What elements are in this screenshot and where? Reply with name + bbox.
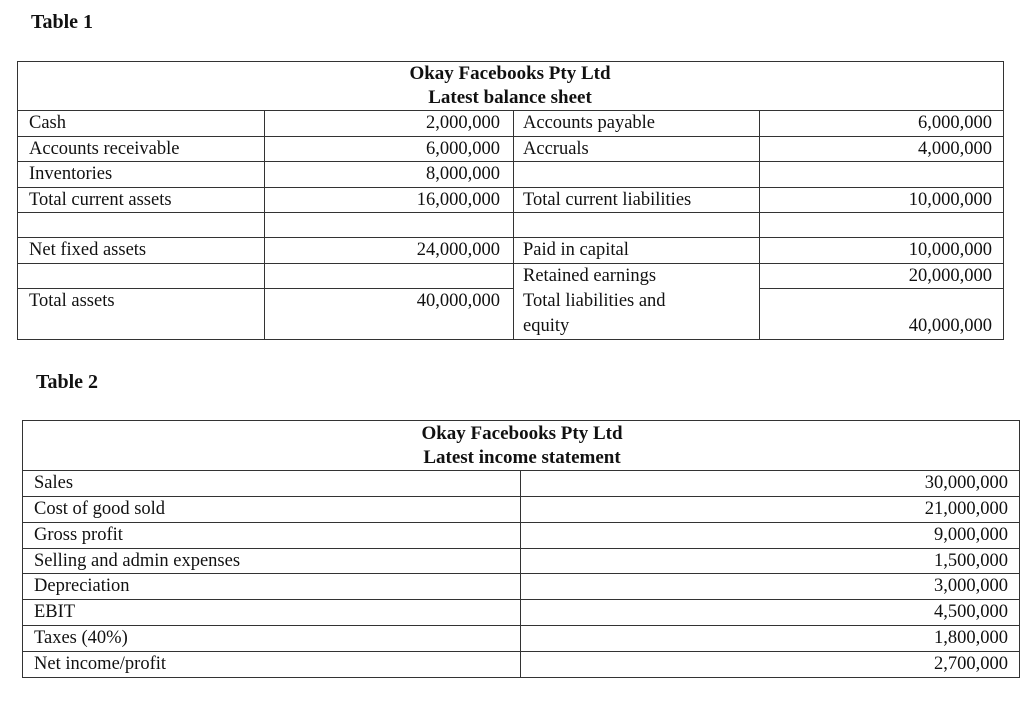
asset-label: Accounts receivable: [29, 139, 180, 159]
table1-border-right: [1003, 61, 1004, 340]
liability-value: 20,000,000: [908, 266, 992, 286]
liability-label: Accounts payable: [523, 113, 656, 133]
liability-value: 6,000,000: [918, 113, 992, 133]
income-value: 30,000,000: [924, 473, 1008, 493]
income-value: 9,000,000: [934, 525, 1008, 545]
income-label: Cost of good sold: [34, 499, 166, 519]
asset-value: 2,000,000: [426, 113, 500, 133]
asset-value: 16,000,000: [416, 190, 500, 210]
t1-row-line: [759, 288, 1004, 289]
t1-col-line: [264, 110, 265, 340]
asset-value: 6,000,000: [426, 139, 500, 159]
asset-label: Net fixed assets: [29, 240, 147, 260]
table1-label: Table 1: [31, 11, 94, 33]
liability-label: Accruals: [523, 139, 589, 159]
t2-col-line: [520, 470, 521, 678]
asset-value: 8,000,000: [426, 164, 500, 184]
liability-value: 4,000,000: [918, 139, 992, 159]
income-value: 3,000,000: [934, 576, 1008, 596]
liability-label: Retained earnings: [523, 266, 657, 286]
t1-col-line: [759, 110, 760, 340]
table1-title: Latest balance sheet: [428, 87, 592, 108]
asset-value: 40,000,000: [416, 291, 500, 311]
asset-label: Cash: [29, 113, 66, 133]
income-label: Selling and admin expenses: [34, 551, 241, 571]
asset-label: Total assets: [29, 291, 115, 311]
table2-company: Okay Facebooks Pty Ltd: [421, 423, 623, 444]
table2-title: Latest income statement: [423, 447, 621, 468]
income-label: Taxes (40%): [34, 628, 128, 648]
table2-border-right: [1019, 420, 1020, 678]
income-label: Net income/profit: [34, 654, 167, 674]
table2-header: [312, 422, 732, 470]
income-value: 21,000,000: [924, 499, 1008, 519]
table2-border-left: [22, 420, 23, 678]
table2-border-bottom: [22, 677, 1020, 678]
income-value: 1,800,000: [934, 628, 1008, 648]
income-label: Gross profit: [34, 525, 123, 545]
liability-label: Paid in capital: [523, 240, 629, 260]
income-label: Depreciation: [34, 576, 130, 596]
t1-col-line: [513, 110, 514, 340]
liability-label: Total current liabilities: [523, 190, 692, 210]
asset-label: Inventories: [29, 164, 113, 184]
liability-value: 10,000,000: [908, 190, 992, 210]
t1-row-line: [17, 161, 1004, 162]
table1-header: [300, 62, 720, 110]
table2-label: Table 2: [36, 371, 99, 393]
table1-border-bottom: [17, 339, 1004, 340]
liability-value: 10,000,000: [908, 240, 992, 260]
t1-row-line: [17, 212, 1004, 213]
income-value: 4,500,000: [934, 602, 1008, 622]
income-value: 2,700,000: [934, 654, 1008, 674]
liability-value: 40,000,000: [908, 316, 992, 336]
income-label: EBIT: [34, 602, 76, 622]
asset-label: Total current assets: [29, 190, 172, 210]
table1-border-left: [17, 61, 18, 340]
income-value: 1,500,000: [934, 551, 1008, 571]
asset-value: 24,000,000: [416, 240, 500, 260]
table2-border-top: [22, 420, 1020, 421]
liability-label-cont: equity: [523, 316, 570, 336]
table1-company: Okay Facebooks Pty Ltd: [409, 63, 611, 84]
liability-label: Total liabilities and: [523, 291, 666, 311]
income-label: Sales: [34, 473, 74, 493]
